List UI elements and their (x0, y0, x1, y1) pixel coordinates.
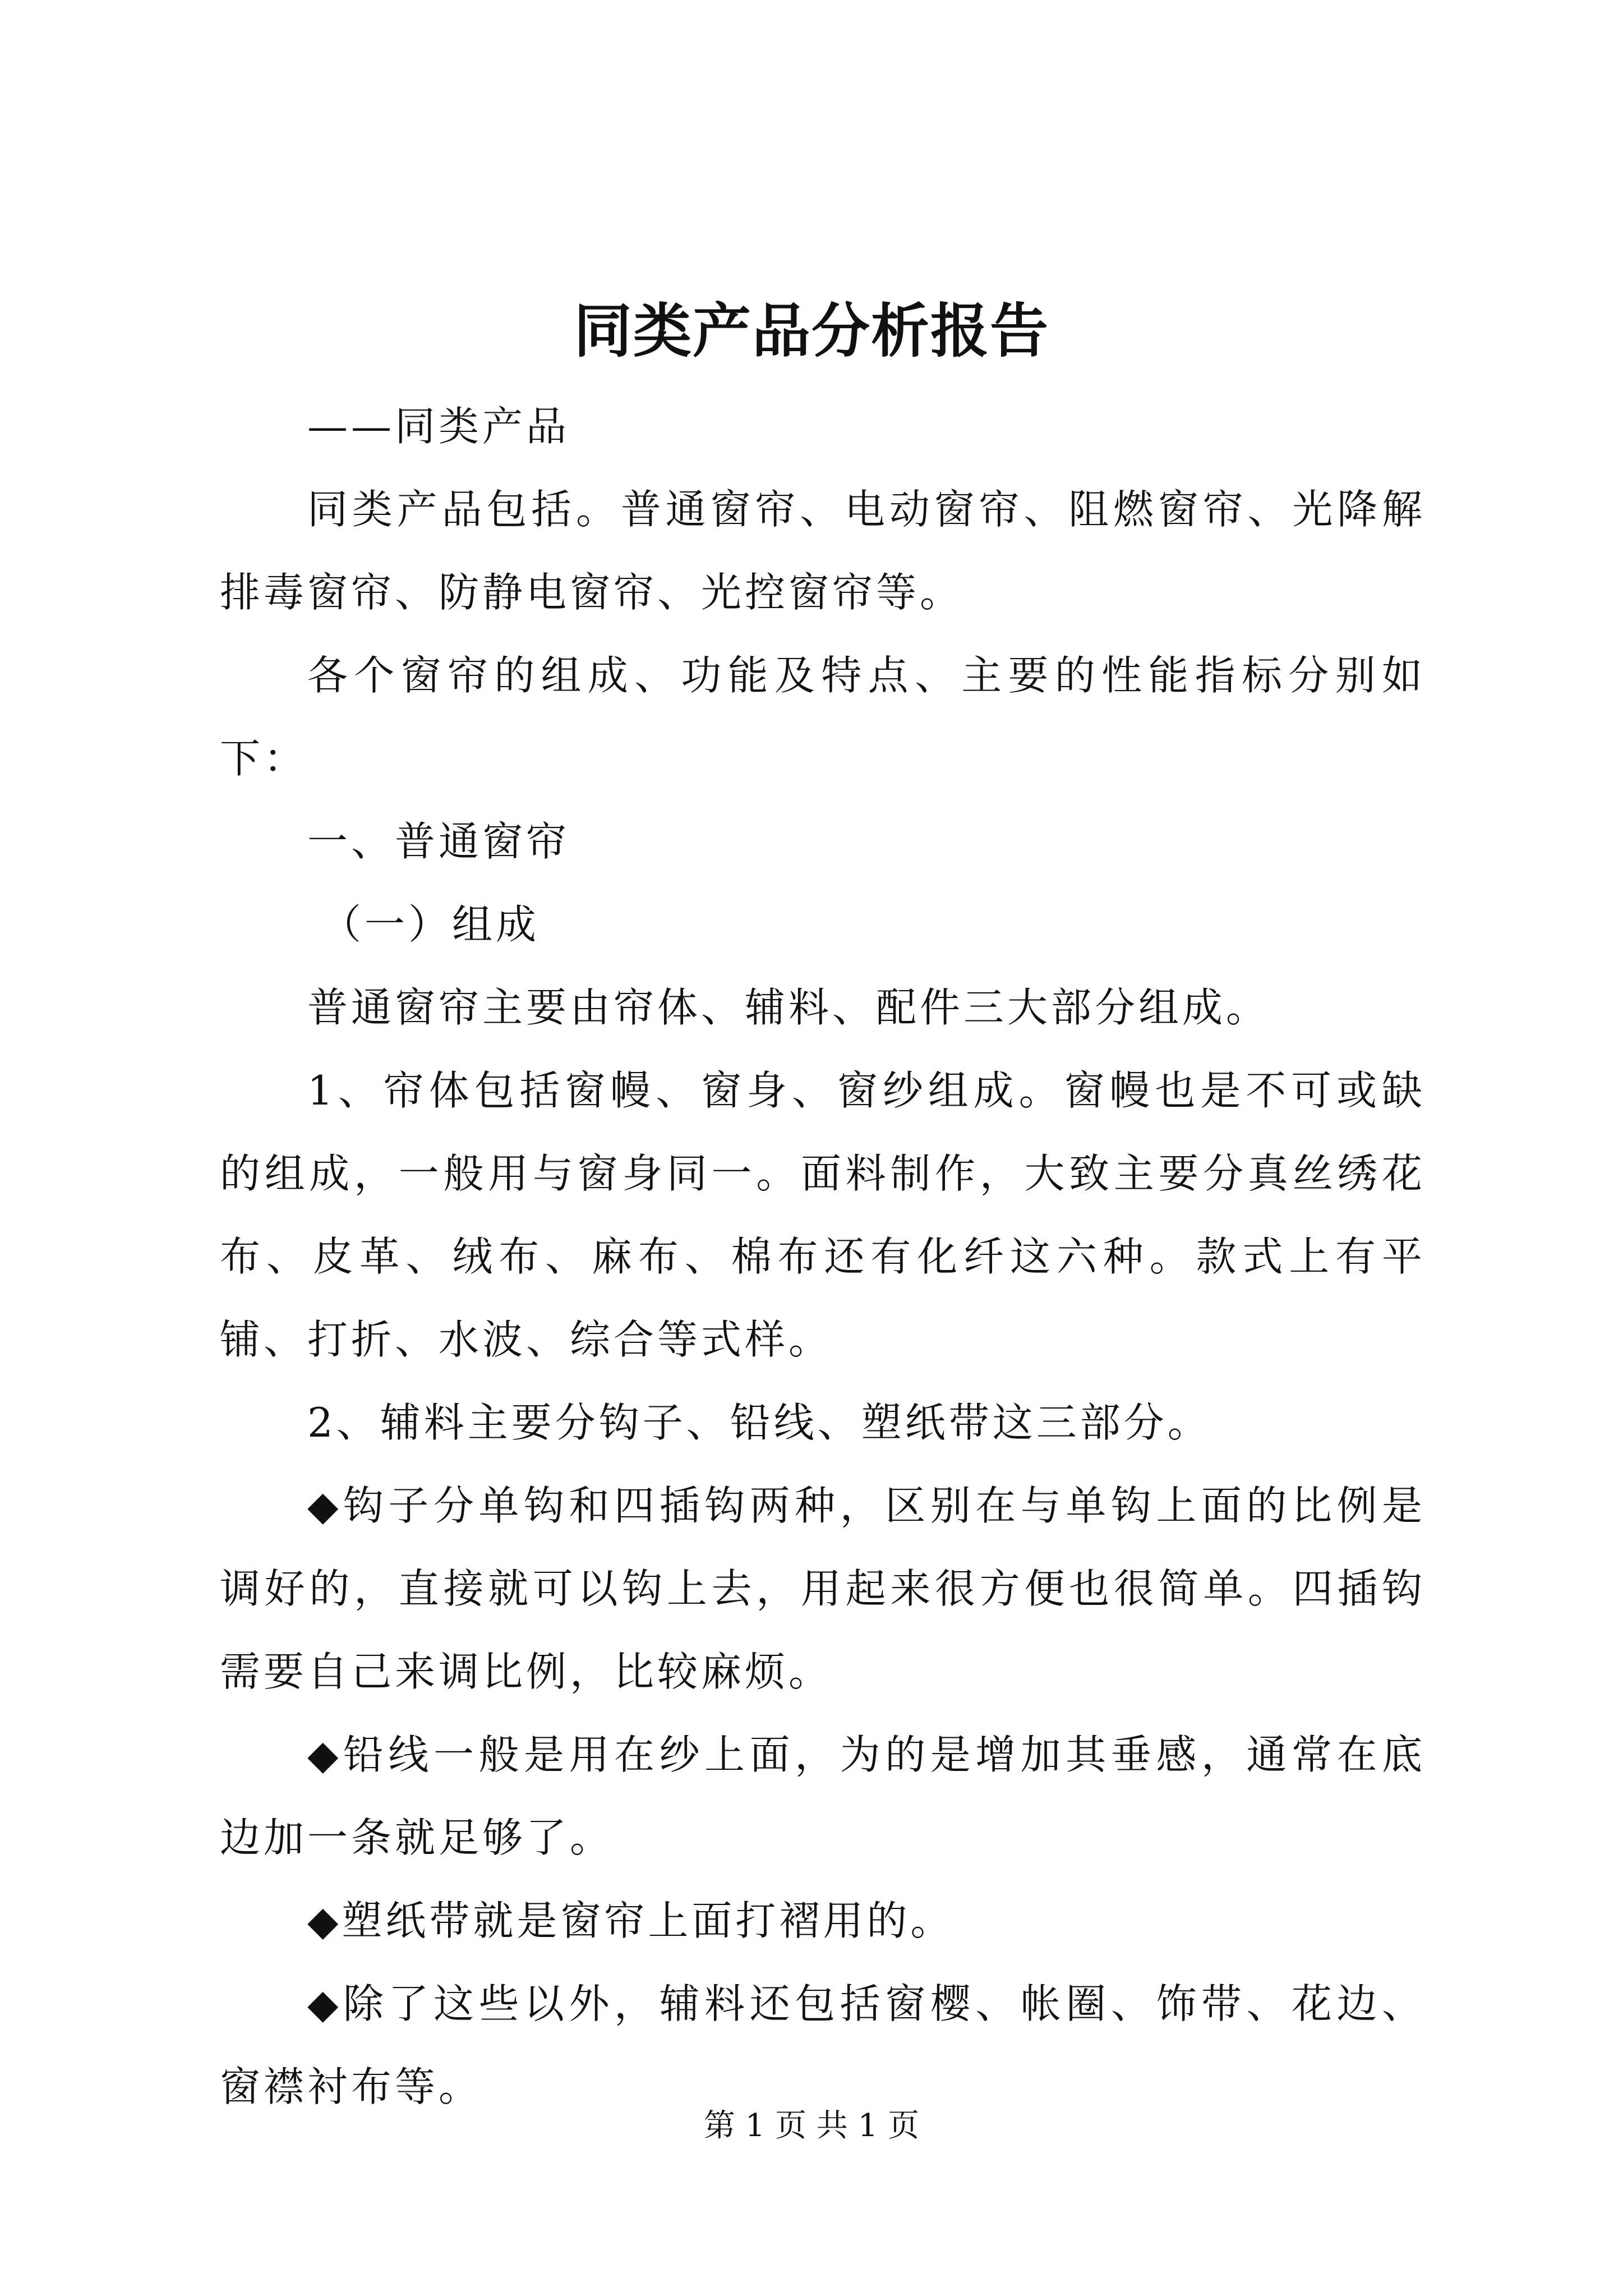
bullet-paragraph: ◆钩子分单钩和四插钩两种，区别在与单钩上面的比例是调好的，直接就可以钩上去，用起来很方便也很简单。四插钩需要自己来调比例，比较麻烦。 (220, 1482, 1426, 1695)
paragraph: 各个窗帘的组成、功能及特点、主要的性能指标分别如下： (220, 652, 1426, 782)
bullet-paragraph: ◆塑纸带就是窗帘上面打褶用的。 (307, 1897, 955, 1944)
document-body (220, 385, 1426, 2128)
page-footer: 第 1 页 共 1 页 (703, 2108, 920, 2144)
bullet-paragraph: ◆除了这些以外，辅料还包括窗樱、帐圈、饰带、花边、窗襟衬布等。 (220, 1980, 1426, 2110)
subsection-heading: （一）组成 (321, 901, 540, 948)
paragraph: 同类产品包括。普通窗帘、电动窗帘、阻燃窗帘、光降解排毒窗帘、防静电窗帘、光控窗帘等。 (220, 486, 1426, 616)
bullet-paragraph: ◆铅线一般是用在纱上面，为的是增加其垂感，通常在底边加一条就足够了。 (220, 1731, 1426, 1861)
paragraph: 2、辅料主要分钩子、铅线、塑纸带这三部分。 (307, 1399, 1211, 1446)
document-title: 同类产品分析报告 (573, 296, 1049, 365)
subtitle-paragraph: ——同类产品 (307, 403, 570, 450)
paragraph: 普通窗帘主要由帘体、辅料、配件三大部分组成。 (307, 984, 1270, 1031)
section-heading: 一、普通窗帘 (307, 818, 570, 865)
paragraph: 1、帘体包括窗幔、窗身、窗纱组成。窗幔也是不可或缺的组成，一般用与窗身同一。面料制作，大致主要分真丝绣花布、皮革、绒布、麻布、棉布还有化纤这六种。款式上有平铺、打折、水波、综合等式样。 (220, 1067, 1426, 1363)
